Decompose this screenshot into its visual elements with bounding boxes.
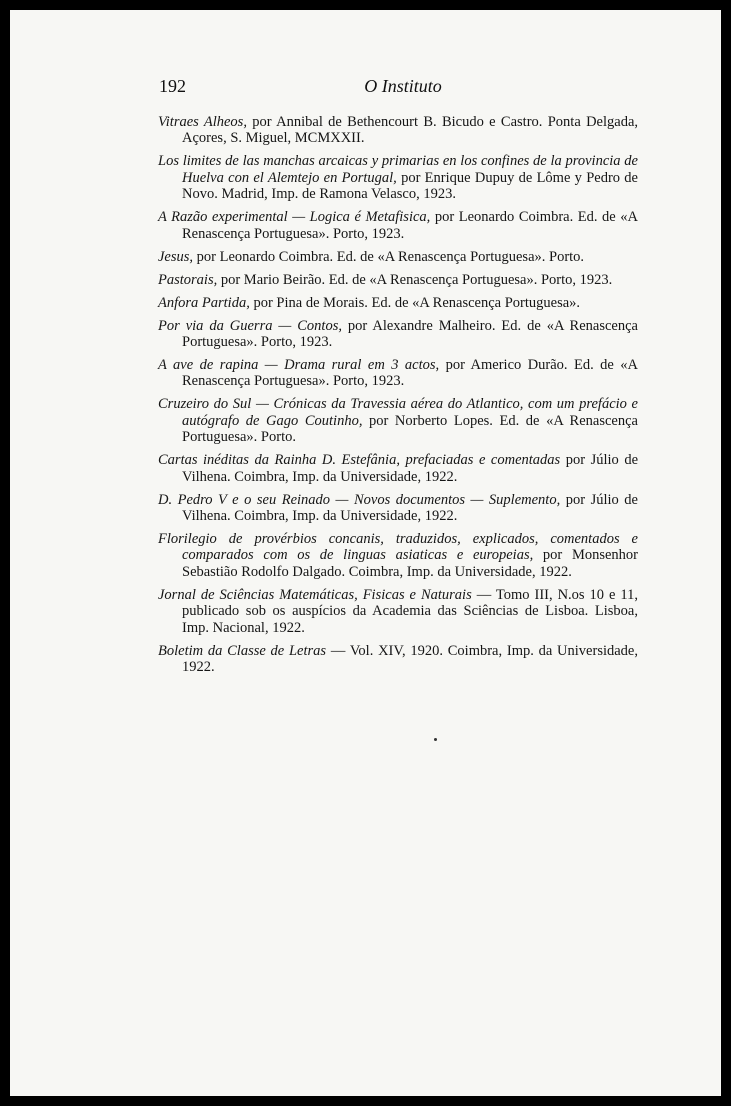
entry-title: Vitraes Alheos, (158, 114, 247, 130)
entry-title: Cruzeiro do Sul — Crónicas da Travessia aérea do Atlantico, com um prefácio e autógrafo de Gago Coutinho, (158, 396, 638, 429)
list-item (158, 643, 638, 676)
list-item (158, 318, 638, 351)
entry-details: por Leonardo Coimbra. Ed. de «A Renascença Portuguesa». Porto, 1923. (182, 209, 638, 242)
list-item (158, 396, 638, 445)
page-number: 192 (159, 76, 186, 96)
list-item (158, 153, 638, 202)
page-header (156, 76, 650, 102)
running-title: O Instituto (364, 76, 442, 96)
entry-title: A ave de rapina — Drama rural em 3 actos, (158, 357, 440, 374)
entry-details: por Mario Beirão. Ed. de «A Renascença Portuguesa». Porto, 1923. (217, 271, 613, 288)
entry-details: — Vol. XIV, 1920. Coimbra, Imp. da Universidade, 1922. (182, 642, 638, 676)
list-item (158, 209, 638, 242)
entry-details: por Enrique Dupuy de Lôme y Pedro de Novo. Madrid, Imp. de Ramona Velasco, 1923. (182, 169, 638, 203)
list-item (158, 114, 638, 147)
entry-title: Jornal de Sciências Matemáticas, Fisicas e Naturais (158, 586, 472, 603)
entry-title: Por via da Guerra — Contos, (158, 317, 342, 334)
entry-details: por Leonardo Coimbra. Ed. de «A Renascença Portuguesa». Porto. (193, 248, 585, 265)
entry-title: Jesus, (158, 248, 194, 265)
ink-dot (434, 738, 437, 741)
list-item (158, 249, 638, 265)
entry-title: Boletim da Classe de Letras (158, 642, 327, 659)
entry-details: — Tomo III, N.os 10 e 11, publicado sob os auspícios da Academia das Sciências de Lisboa. Lisboa, Imp. Nacional, 1922. (182, 586, 638, 636)
bibliography-list (158, 114, 638, 682)
entry-details: por Júlio de Vilhena. Coimbra, Imp. da Universidade, 1922. (182, 491, 638, 525)
entry-details: por Norberto Lopes. Ed. de «A Renascença Portuguesa». Porto. (182, 412, 638, 446)
list-item (158, 452, 638, 485)
list-item (158, 587, 638, 636)
entry-title: Los limites de las manchas arcaicas y primarias en los confines de la provincia de Huelva con el Alemtejo en Portugal, (158, 153, 638, 186)
entry-title: Cartas inéditas da Rainha D. Estefânia, prefaciadas e comentadas (158, 452, 561, 469)
list-item (158, 492, 638, 525)
entry-details: por Monsenhor Sebastião Rodolfo Dalgado. Coimbra, Imp. da Universidade, 1922. (182, 547, 638, 580)
list-item (158, 357, 638, 390)
list-item (158, 531, 638, 580)
entry-details: por Annibal de Bethencourt B. Bicudo e Castro. Ponta Delgada, Açores, S. Miguel, MCMXXII. (182, 114, 639, 147)
list-item (158, 295, 638, 311)
entry-details: por Alexandre Malheiro. Ed. de «A Renascença Portuguesa». Porto, 1923. (182, 317, 638, 351)
entry-title: A Razão experimental — Logica é Metafisica, (158, 209, 431, 226)
entry-details: por Pina de Morais. Ed. de «A Renascença Portuguesa». (249, 294, 581, 311)
entry-details: por Júlio de Vilhena. Coimbra, Imp. da Universidade, 1922. (182, 452, 639, 485)
book-page (10, 10, 721, 1096)
entry-title: D. Pedro V e o seu Reinado — Novos documentos — Suplemento, (158, 491, 561, 508)
entry-title: Anfora Partida, (158, 294, 250, 311)
entry-title: Pastorais, (158, 271, 218, 288)
entry-title: Florilegio de provérbios concanis, traduzidos, explicados, comentados e comparados com os de linguas asiaticas e europeias, (158, 531, 638, 564)
entry-details: por Americo Durão. Ed. de «A Renascença Portuguesa». Porto, 1923. (182, 357, 638, 390)
list-item (158, 272, 638, 288)
